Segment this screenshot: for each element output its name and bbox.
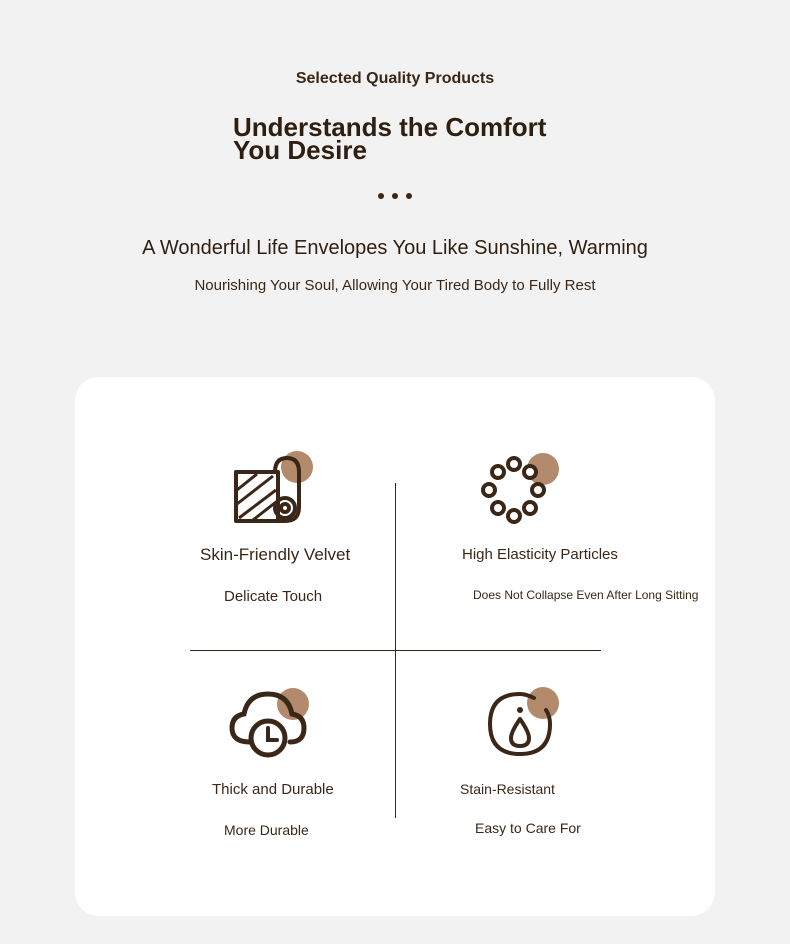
horizontal-divider [190,650,601,651]
bead-ring-icon [478,451,562,531]
water-drop-icon [486,686,570,766]
decorative-dots [0,186,790,204]
feature-title: Skin-Friendly Velvet [200,545,351,564]
page-title [233,112,593,165]
dot [378,193,384,199]
cloud-clock-icon [228,686,312,766]
fabric-roll-icon [231,448,315,528]
sublead-text: Nourishing Your Soul, Allowing Your Tired Body to Fully Rest [194,277,596,294]
feature-subtitle: Does Not Collapse Even After Long Sitting [473,588,699,602]
page-title-line-1: Understands the Comfort [233,112,547,142]
section-kicker: Selected Quality Products [295,70,495,87]
dot [392,193,398,199]
feature-subtitle: Easy to Care For [475,820,581,836]
feature-subtitle: Delicate Touch [224,588,323,605]
page-title-line-2: You Desire [233,135,367,165]
feature-title: High Elasticity Particles [462,546,618,563]
feature-title: Stain-Resistant [460,781,555,797]
dot [406,193,412,199]
feature-subtitle: More Durable [224,822,309,838]
feature-title: Thick and Durable [212,781,334,798]
lead-text: A Wonderful Life Envelopes You Like Sunshine, Warming [142,237,648,259]
